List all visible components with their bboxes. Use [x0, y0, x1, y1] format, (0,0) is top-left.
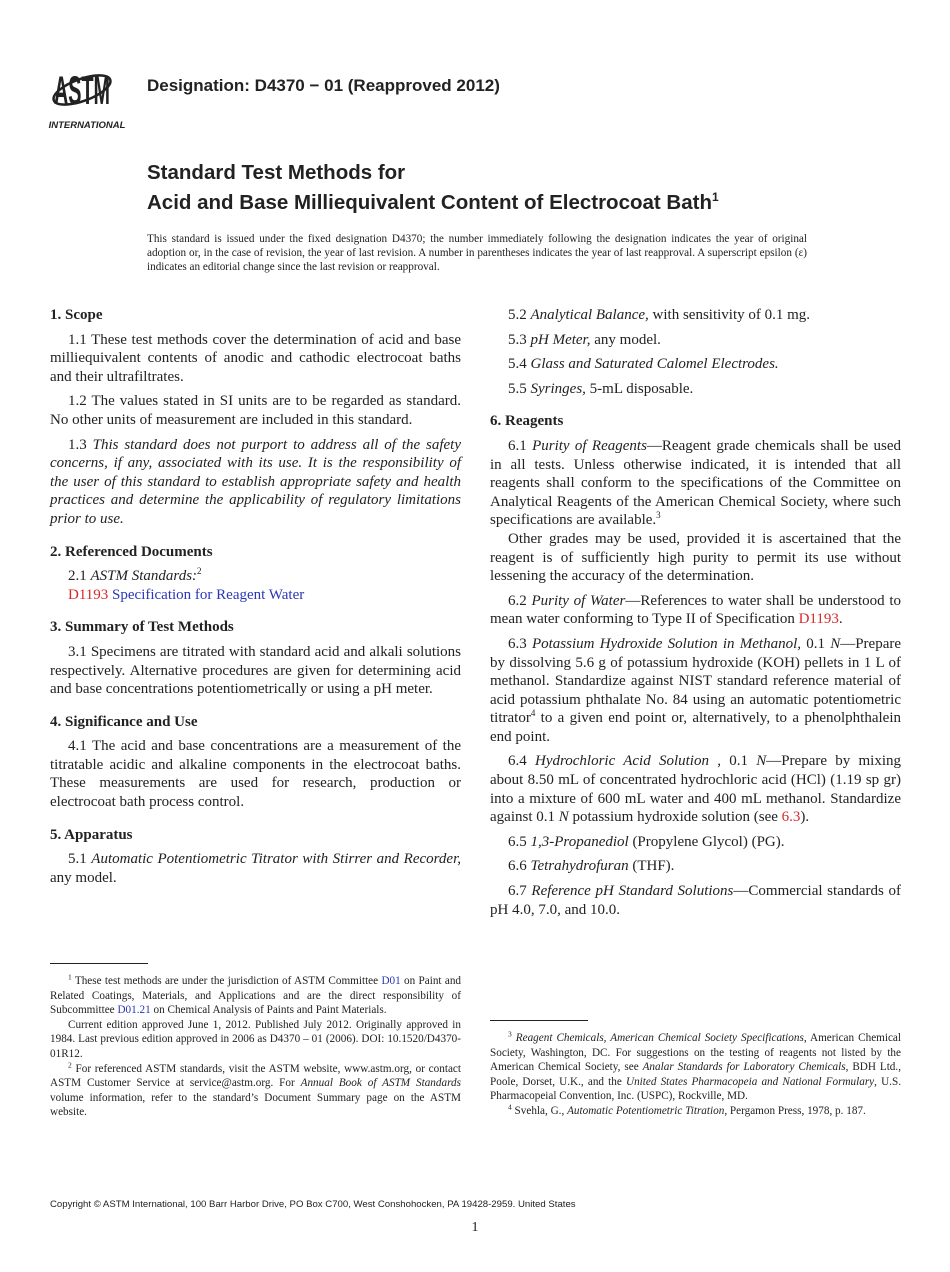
paragraph: [490, 380, 901, 399]
section-heading: 3. Summary of Test Methods: [50, 619, 234, 636]
paragraph-number: 6.6: [508, 858, 531, 875]
section-heading: 1. Scope: [50, 307, 103, 323]
paragraph: [50, 850, 461, 887]
text-run: (Propylene Glycol) (PG).: [628, 833, 785, 850]
text-run: any model.: [50, 869, 117, 886]
footnote: [490, 1104, 901, 1119]
text-run: These test methods are under the jurisdiction of ASTM Committee: [71, 975, 382, 987]
paragraph-number: 3.1: [68, 643, 91, 660]
text-run: —Prepare by dissolving 5.6 g of potassium hydroxide (KOH) pellets in 1 L of methanol. Standardize against NIST standard reference material of acid potassium phthalate No. 84 using an automatic potentiometric titrator: [490, 635, 902, 727]
text-run: —Prepare by mixing about 8.50 mL of concentrated hydrochloric acid (HCl) (1.19 sp gr) into a mixture of 600 mL water and 400 mL methanol. Standardize against 0.1: [490, 753, 902, 826]
left-column: [50, 306, 461, 893]
footnote: [50, 1018, 461, 1062]
footnote-ref[interactable]: 4: [508, 1102, 512, 1112]
paragraph-number: 6.2: [508, 592, 532, 609]
paragraph-number: 5.5: [508, 380, 531, 397]
footnote-rule: [490, 1020, 588, 1021]
paragraph: [490, 530, 901, 586]
text-run: Glass and Saturated Calomel Electrodes.: [530, 356, 779, 373]
svg-text:ASTM: ASTM: [54, 69, 110, 113]
text-run: volume information, refer to the standard’s Document Summary page on the ASTM website.: [50, 1091, 461, 1119]
text-run: —Reagent grade chemicals shall be used in all tests. Unless otherwise indicated, it is intended that all reagents shall conform to the specifications of the Committee on Analytical Reagents of the American Chemical Society, where such specifications are available.: [490, 437, 901, 529]
section-heading: 2. Referenced Documents: [50, 543, 213, 560]
footnote: [50, 1059, 461, 1120]
text-run: to a given end point or, alternatively, to a phenolphthalein end point.: [490, 710, 901, 745]
text-run: —Commercial standards of pH 4.0, 7.0, and 10.0.: [490, 883, 901, 918]
text-run: Automatic Potentiometric Titration: [567, 1104, 725, 1117]
paragraph-number: 2.1: [68, 568, 91, 585]
text-run: 0.1: [720, 753, 757, 770]
page-number: 1: [471, 1220, 479, 1235]
section-heading: 6. Reagents: [490, 413, 564, 430]
text-run: Svehla, G.,: [511, 1104, 568, 1117]
text-run: Reference pH Standard Solutions: [531, 883, 734, 900]
link[interactable]: Specification for Reagent Water: [108, 586, 305, 603]
paragraph: [50, 567, 461, 586]
text-run: Potassium Hydroxide Solution in Methanol,: [531, 635, 801, 652]
paragraph-number: 6.1: [508, 437, 533, 454]
text-run: on Chemical Analysis of Paints and Paint Materials.: [150, 1004, 387, 1017]
paragraph: [490, 752, 901, 826]
text-run: For referenced ASTM standards, visit the ASTM website, www.astm.org, or contact ASTM Customer Service at service@astm.org. For: [50, 1062, 461, 1090]
footnote-ref[interactable]: 4: [530, 708, 536, 719]
text-run: The values stated in SI units are to be regarded as standard. No other units of measurement are included in this standard.: [50, 393, 461, 428]
footnotes-left: [50, 963, 461, 1120]
text-run: ).: [800, 809, 810, 826]
text-run: Analytical Balance,: [530, 307, 649, 323]
right-column: [490, 306, 901, 925]
footnote: [50, 974, 461, 1018]
copyright: Copyright © ASTM International, 100 Barr Harbor Drive, PO Box C700, West Conshohocken, PA 19428-2959. United States: [50, 1199, 576, 1210]
paragraph-number: 6.5: [508, 833, 531, 850]
text-run: ASTM Standards:: [90, 568, 198, 585]
paragraph-number: 1.2: [68, 393, 92, 410]
paragraph: [50, 586, 461, 605]
paragraph-number: 6.3: [508, 635, 532, 652]
text-run: 5-mL disposable.: [585, 380, 694, 397]
section-heading: 4. Significance and Use: [50, 713, 198, 730]
paragraph-number: 5.4: [508, 356, 531, 373]
text-run: N: [830, 635, 841, 652]
text-run: Purity of Water: [531, 592, 626, 609]
section-heading: 5. Apparatus: [50, 826, 133, 843]
text-run: Hydrochloric Acid Solution ,: [535, 753, 721, 770]
text-run: Specimens are titrated with standard acid and alkali solutions respectively. Alternative procedures are given for determining acid and base concentrations potentiometrically or using a pH meter.: [50, 643, 461, 698]
paragraph: [490, 833, 901, 852]
paragraph-number: 6.7: [508, 883, 532, 900]
text-run: Purity of Reagents: [532, 437, 647, 454]
paragraph: [490, 306, 901, 325]
issuance-note: This standard is issued under the fixed designation D4370; the number immediately following the designation indicates the year of original adoption or, in the case of revision, the year of last revision. A number in parentheses indicates the year of last reapproval. A superscript epsilon (ε) indicates an editorial change since the last revision or reapproval.: [147, 233, 807, 273]
text-run: Current edition approved June 1, 2012. Published July 2012. Originally approved in 1984. Last previous edition approved in 2006 as D4370 – 01 (2006). DOI: 10.1520/D4370-01R12.: [50, 1018, 461, 1060]
text-run: The acid and base concentrations are a measurement of the titratable acidic and alkaline components in the electrocoat baths. These measurements are used for research, production or electrocoat bath process control.: [50, 738, 461, 811]
text-run: , Pergamon Press, 1978, p. 187.: [724, 1104, 866, 1117]
paragraph: [50, 643, 461, 699]
paragraph: [50, 737, 461, 811]
text-run: potassium hydroxide solution (see: [568, 809, 782, 826]
text-run: Automatic Potentiometric Titrator with Stirrer and Recorder,: [91, 851, 462, 868]
footnote-ref[interactable]: 2: [68, 1059, 72, 1069]
text-run: on Paint and Related Coatings, Materials, and Applications and are the direct responsibility of Subcommittee: [50, 975, 462, 1017]
title-line-1: Standard Test Methods for: [147, 161, 406, 184]
paragraph-number: 5.3: [508, 331, 531, 348]
paragraph-number: 6.4: [508, 753, 535, 770]
link[interactable]: D01.21: [117, 1004, 151, 1017]
text-run: (THF).: [628, 858, 675, 875]
text-run: Annual Book of ASTM Standards: [300, 1077, 461, 1090]
footnote-ref[interactable]: 1: [68, 972, 72, 982]
footnote-ref[interactable]: 2: [197, 566, 202, 577]
text-run: Reagent Chemicals, American Chemical Society Specifications: [515, 1032, 804, 1044]
document-title: [147, 160, 719, 215]
text-run: Syringes,: [530, 380, 586, 397]
astm-logo: [38, 58, 136, 132]
link[interactable]: D01: [381, 975, 401, 987]
footnotes-right: [490, 1020, 901, 1119]
text-run: N: [558, 809, 569, 826]
footnote-rule: [50, 963, 148, 964]
text-run: , BDH Ltd., Poole, Dorset, U.K., and the: [490, 1061, 901, 1088]
paragraph: [50, 392, 461, 429]
paragraph-number: 1.1: [68, 331, 92, 348]
footnote: [490, 1031, 901, 1104]
title-footnote-ref[interactable]: 1: [711, 190, 719, 204]
text-run: , American Chemical Society, Washington, DC. For suggestions on the testing of reagents not listed by the American Chemical Society, see: [490, 1032, 902, 1074]
text-run: N: [756, 753, 767, 770]
text-run: This standard does not purport to address all of the safety concerns, if any, associated with its use. It is the responsibility of the user of this standard to establish appropriate safety and health practices and determine the applicability of regulatory limitations prior to use.: [50, 436, 462, 527]
link[interactable]: 6.3: [781, 809, 801, 826]
svg-text:INTERNATIONAL: INTERNATIONAL: [48, 120, 126, 131]
text-run: United States Pharmacopeia and National Formulary: [625, 1075, 875, 1088]
text-run: any model.: [590, 331, 661, 348]
text-run: —References to water shall be understood to mean water conforming to Type II of Specification: [490, 592, 901, 628]
paragraph: [490, 331, 901, 350]
footnote-ref[interactable]: 3: [508, 1029, 512, 1039]
paragraph: [490, 635, 901, 747]
text-run: .: [838, 611, 843, 628]
paragraph: [490, 592, 901, 629]
paragraph-number: 5.1: [68, 851, 92, 868]
text-run: 0.1: [801, 635, 831, 652]
text-run: These test methods cover the determination of acid and base milliequivalent contents of anodic and cathodic electrocoat baths and their ultrafiltrates.: [50, 331, 461, 385]
paragraph: [490, 857, 901, 876]
paragraph-number: 1.3: [68, 436, 93, 453]
link[interactable]: D1193: [798, 611, 839, 628]
paragraph: [490, 355, 901, 374]
text-run: , U.S. Pharmacopeial Convention, Inc. (USPC), Rockville, MD.: [490, 1075, 901, 1103]
text-run: pH Meter,: [530, 331, 591, 348]
link[interactable]: D1193: [68, 586, 109, 603]
title-line-2: Acid and Base Milliequivalent Content of Electrocoat Bath: [147, 190, 712, 214]
text-run: 1,3-Propanediol: [530, 833, 629, 850]
paragraph: [50, 331, 461, 387]
text-run: with sensitivity of 0.1 mg.: [648, 307, 811, 323]
paragraph: [490, 437, 901, 530]
text-run: Tetrahydrofuran: [530, 858, 629, 875]
footnote-ref[interactable]: 3: [656, 510, 661, 521]
designation: Designation: D4370 − 01 (Reapproved 2012): [147, 76, 500, 95]
paragraph-number: 5.2: [508, 307, 531, 323]
paragraph-number: 4.1: [68, 738, 92, 755]
text-run: Analar Standards for Laboratory Chemicals: [642, 1061, 846, 1074]
paragraph: [50, 436, 461, 529]
text-run: Other grades may be used, provided it is ascertained that the reagent is of sufficiently high purity to permit its use without lessening the accuracy of the determination.: [490, 530, 901, 585]
paragraph: [490, 882, 901, 919]
